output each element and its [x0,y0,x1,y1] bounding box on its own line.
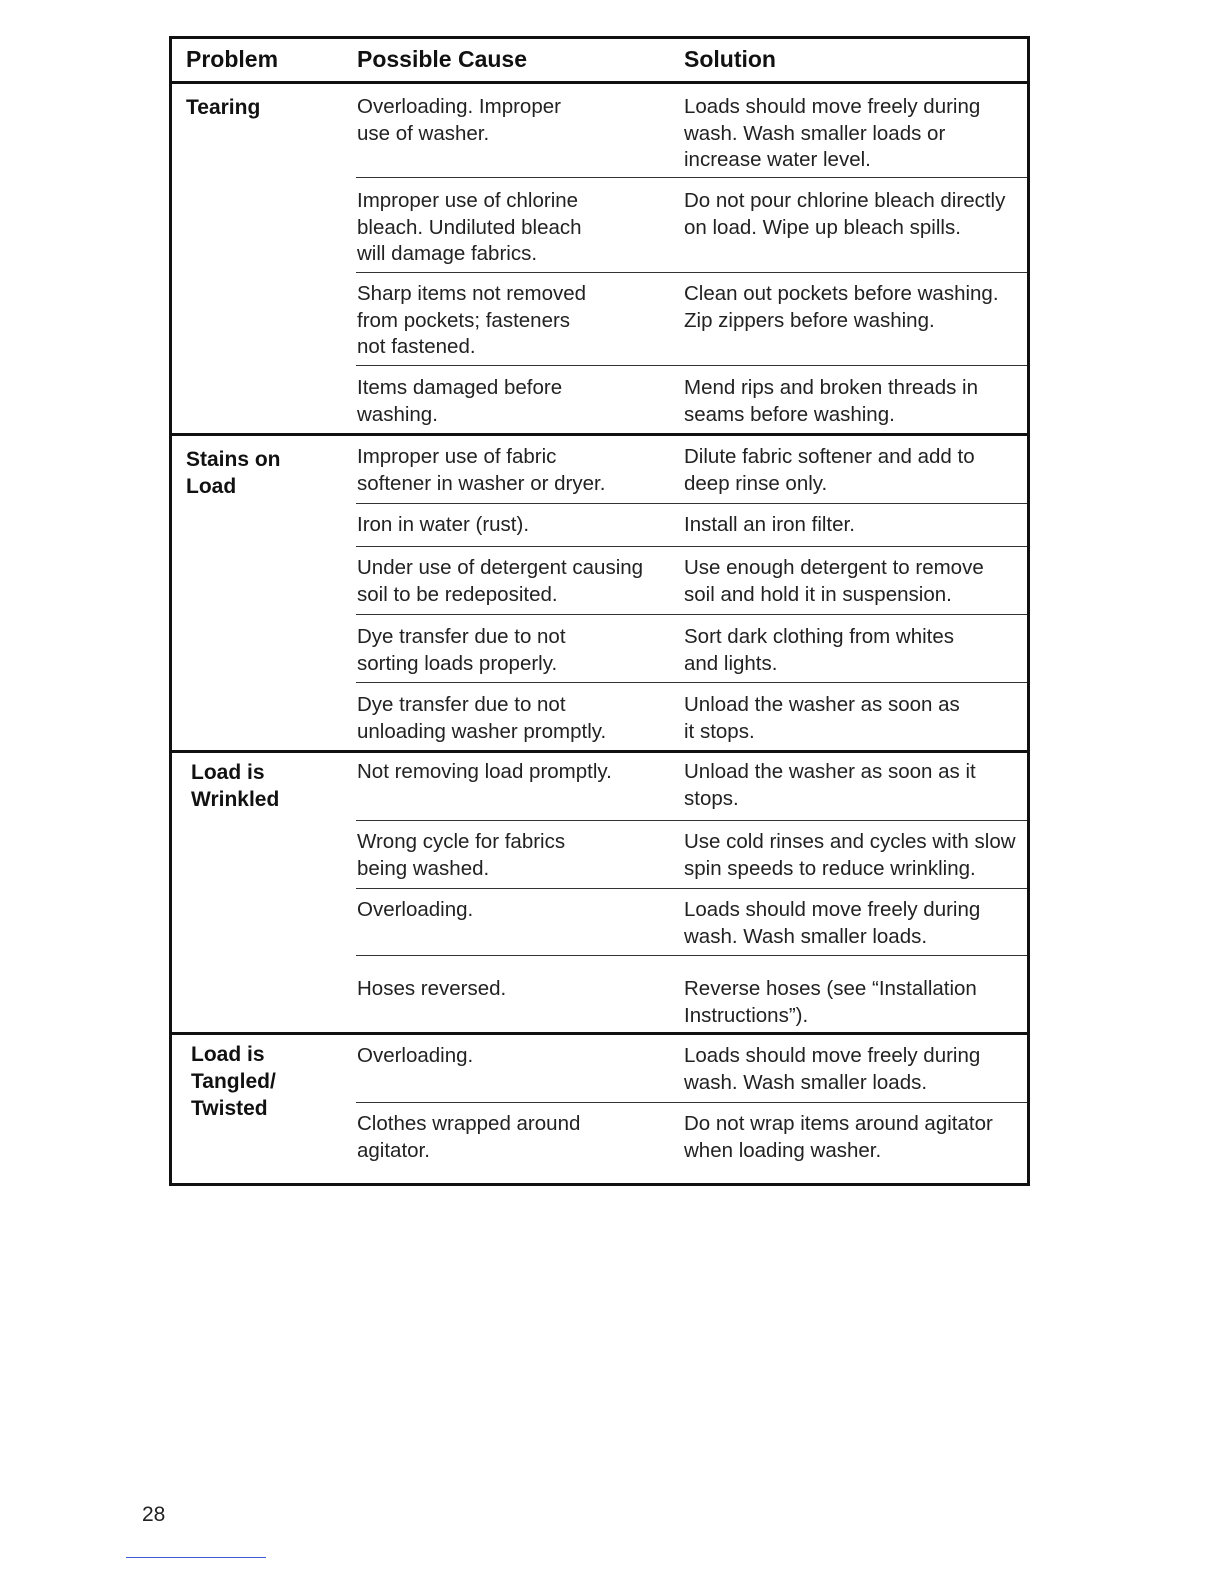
problem-name [191,759,341,813]
text-line: Use enough detergent to remove [684,556,984,579]
possible-cause-cell [357,444,667,497]
solution-cell [684,692,1029,745]
header-possible-cause: Possible Cause [357,46,528,72]
problem-name [191,1041,341,1122]
text-line: will damage fabrics. [357,242,538,265]
text-line: wash. Wash smaller loads. [684,924,928,948]
table-row [356,753,1027,821]
text-line: Improper use of fabric [357,445,557,468]
page-number: 28 [142,1503,166,1526]
text-line: Clothes wrapped around [357,1112,581,1135]
text-line: from pockets; fasteners [357,308,571,332]
text-line: Wrong cycle for fabrics [357,830,566,853]
possible-cause-cell [357,375,667,428]
solution-cell [684,759,1029,812]
solution-cell [684,555,1029,608]
text-line: Use cold rinses and cycles with slow [684,830,1016,853]
possible-cause-cell [357,555,667,608]
text-line: Overloading. [357,898,474,921]
text-line: Loads should move freely during [684,898,981,921]
problem-group [172,436,1027,753]
table-row [356,84,1027,178]
problem-name [186,94,336,121]
text-line: and lights. [684,651,778,675]
table-row [356,956,1027,1032]
solution-cell [684,1043,1029,1096]
possible-cause-cell [357,692,667,745]
table-header [172,39,1027,84]
text-line: Twisted [191,1097,268,1120]
text-line: Load is [191,761,265,784]
text-line: Loads should move freely during [684,95,981,118]
cause-solution-rows [356,753,1027,1032]
problem-group [172,84,1027,436]
solution-cell [684,976,1029,1029]
text-line: soil to be redeposited. [357,582,558,606]
text-line: sorting loads properly. [357,651,558,675]
text-line: Sharp items not removed [357,282,587,305]
table-row [356,683,1027,750]
text-line: Stains on [186,448,281,471]
text-line: Dye transfer due to not [357,625,566,648]
text-line: wash. Wash smaller loads or [684,121,946,145]
text-line: Wrinkled [191,788,280,811]
solution-cell [684,94,1029,174]
text-line: Iron in water (rust). [357,513,530,536]
text-line: wash. Wash smaller loads. [684,1070,928,1094]
text-line: Do not pour chlorine bleach directly [684,189,1006,212]
text-line: Reverse hoses (see “Installation [684,977,977,1000]
text-line: Not removing load promptly. [357,760,612,783]
text-line: Tangled/ [191,1070,276,1093]
table-row [356,547,1027,615]
text-line: increase water level. [684,148,871,171]
text-line: deep rinse only. [684,471,828,495]
text-line: Tearing [186,96,261,119]
text-line: use of washer. [357,121,490,145]
cause-solution-rows [356,1035,1027,1183]
text-line: Unload the washer as soon as [684,693,960,716]
cause-solution-rows [356,436,1027,750]
solution-cell [684,624,1029,677]
text-line: Overloading. [357,1044,474,1067]
solution-cell [684,188,1029,241]
text-line: unloading washer promptly. [357,719,607,743]
solution-cell [684,829,1029,882]
solution-cell [684,1111,1029,1164]
possible-cause-cell [357,976,667,1003]
text-line: Under use of detergent causing [357,556,644,579]
table-row [356,1103,1027,1183]
possible-cause-cell [357,512,667,539]
text-line: Zip zippers before washing. [684,308,935,332]
table-row [356,366,1027,433]
table-row [356,504,1027,547]
text-line: Dilute fabric softener and add to [684,445,975,468]
possible-cause-cell [357,759,667,786]
possible-cause-cell [357,624,667,677]
text-line: not fastened. [357,335,476,358]
table-row [356,821,1027,889]
solution-cell [684,281,1029,334]
text-line: seams before washing. [684,402,895,426]
text-line: Clean out pockets before washing. [684,282,999,305]
table-row [356,889,1027,956]
table-body [172,84,1027,1183]
possible-cause-cell [357,1111,667,1164]
solution-cell [684,512,1029,539]
text-line: Dye transfer due to not [357,693,566,716]
problem-group [172,753,1027,1035]
text-line: it stops. [684,719,755,743]
table-row [356,178,1027,273]
text-line: Instructions”). [684,1003,809,1027]
table-row [356,615,1027,683]
text-line: when loading washer. [684,1138,882,1162]
solution-cell [684,897,1029,950]
table-row [356,1035,1027,1103]
footer-divider [126,1557,266,1558]
text-line: Mend rips and broken threads in [684,376,979,399]
possible-cause-cell [357,94,667,147]
table-row [356,273,1027,366]
problem-group [172,1035,1027,1183]
possible-cause-cell [357,897,667,924]
possible-cause-cell [357,1043,667,1070]
cause-solution-rows [356,84,1027,433]
problem-name [186,446,336,500]
table-row [356,436,1027,504]
header-problem: Problem [186,46,279,72]
text-line: Load is [191,1043,265,1066]
text-line: on load. Wipe up bleach spills. [684,215,961,239]
text-line: Overloading. Improper [357,95,561,118]
text-line: agitator. [357,1138,430,1162]
text-line: Loads should move freely during [684,1044,981,1067]
text-line: Hoses reversed. [357,977,507,1000]
text-line: softener in washer or dryer. [357,471,606,495]
header-solution: Solution [684,46,776,72]
text-line: Install an iron filter. [684,513,855,536]
solution-cell [684,375,1029,428]
possible-cause-cell [357,281,667,361]
text-line: Do not wrap items around agitator [684,1112,993,1135]
text-line: Items damaged before [357,376,563,399]
text-line: Sort dark clothing from whites [684,625,955,648]
text-line: Improper use of chlorine [357,189,579,212]
text-line: Unload the washer as soon as it [684,760,976,783]
text-line: washing. [357,402,438,426]
text-line: spin speeds to reduce wrinkling. [684,856,976,880]
solution-cell [684,444,1029,497]
possible-cause-cell [357,188,667,268]
possible-cause-cell [357,829,667,882]
text-line: being washed. [357,856,490,880]
text-line: soil and hold it in suspension. [684,582,952,606]
text-line: bleach. Undiluted bleach [357,215,582,239]
troubleshooting-table [169,36,1030,1186]
text-line: stops. [684,786,739,810]
text-line: Load [186,475,237,498]
